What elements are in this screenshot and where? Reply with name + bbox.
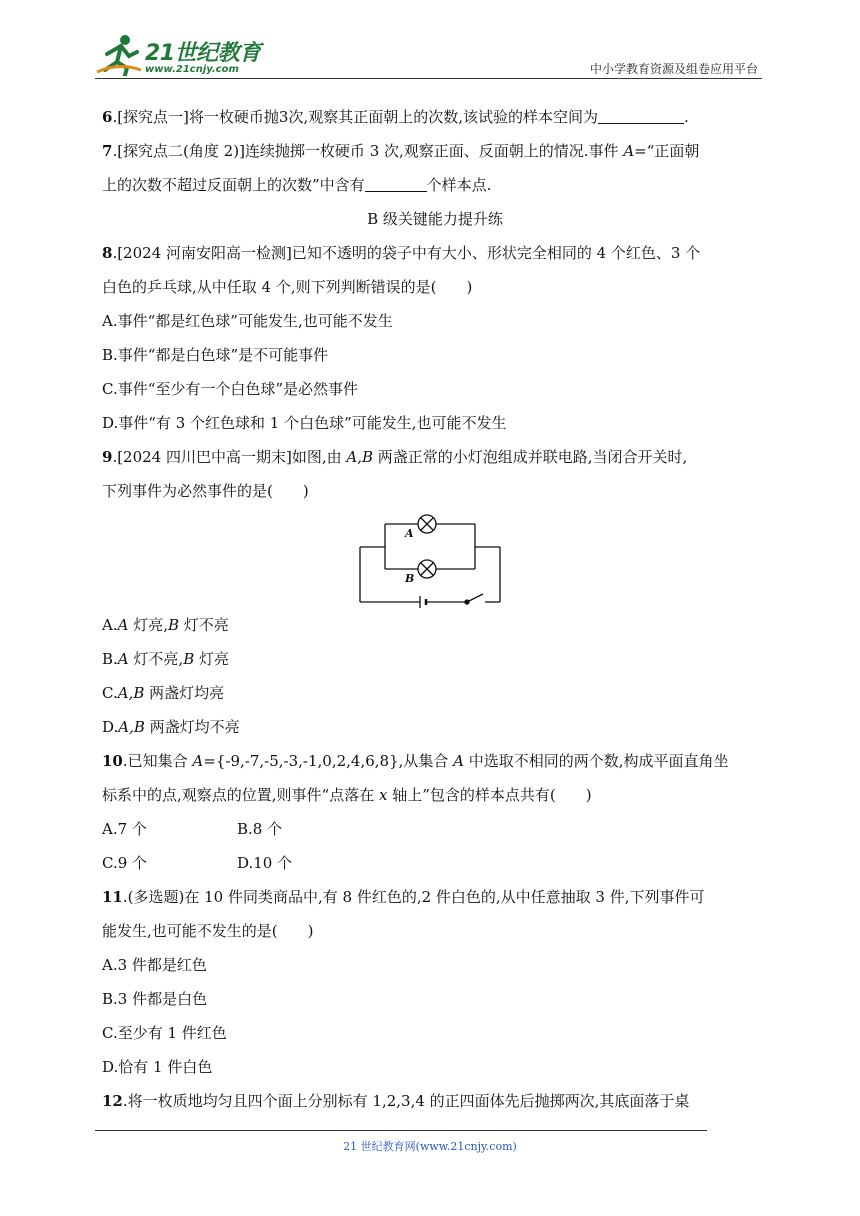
parallel-circuit-diagram xyxy=(357,514,503,608)
question-text: 轴上”包含的样本点共有( ) xyxy=(387,786,592,804)
question-number: 8 xyxy=(102,244,113,262)
option-c[interactable]: C.至少有 1 件红色 xyxy=(102,1024,227,1042)
question-number: 10 xyxy=(102,752,123,770)
question-number: 12 xyxy=(102,1092,123,1110)
question-text: ={-9,-7,-5,-3,-1,0,2,4,6,8},从集合 xyxy=(203,752,454,770)
question-number: 11 xyxy=(102,888,123,906)
lamp-b-label: B xyxy=(405,572,415,585)
question-text: 标系中的点,观察点的位置,则事件“点落在 xyxy=(102,786,379,804)
option-c[interactable]: C.9 个 xyxy=(102,854,148,872)
option-prefix: B. xyxy=(102,650,118,668)
option-d[interactable]: D.事件“有 3 个红色球和 1 个白色球”可能发生,也可能不发生 xyxy=(102,414,507,432)
question-text: =“正面朝 xyxy=(634,142,700,160)
question-text: 个样本点. xyxy=(426,176,492,194)
question-7-line-1 xyxy=(102,134,768,168)
option-a[interactable] xyxy=(102,608,768,642)
option-prefix: C. xyxy=(102,684,118,702)
option-b[interactable]: B.事件“都是白色球”是不可能事件 xyxy=(102,346,329,364)
option-c[interactable] xyxy=(102,676,768,710)
header-divider xyxy=(95,78,762,79)
option-text: 两盏灯均亮 xyxy=(144,684,225,702)
option-b[interactable]: B.8 个 xyxy=(237,820,283,838)
question-number: 7 xyxy=(102,142,113,160)
variable-x: x xyxy=(378,786,388,804)
option-b[interactable]: B.3 件都是白色 xyxy=(102,990,208,1008)
option-b[interactable] xyxy=(102,642,768,676)
question-9-line-2: 下列事件为必然事件的是( ) xyxy=(102,482,309,500)
option-text: 灯不亮, xyxy=(128,650,184,668)
option-var: A xyxy=(117,616,129,634)
option-d[interactable]: D.10 个 xyxy=(237,854,293,872)
question-11-line-2: 能发生,也可能不发生的是( ) xyxy=(102,922,314,940)
option-var: A,B xyxy=(117,684,145,702)
circuit-diagram xyxy=(102,508,768,608)
question-10-line-2 xyxy=(102,778,768,812)
section-title: B 级关键能力提升练 xyxy=(367,210,503,228)
option-prefix: D. xyxy=(102,718,119,736)
question-text: .[探究点一]将一枚硬币抛3次,观察其正面朝上的次数,该试验的样本空间为 xyxy=(112,108,598,126)
option-var: A xyxy=(117,650,129,668)
logo-text: 21世纪教育 xyxy=(145,41,261,66)
lamp-a-label: A xyxy=(405,527,414,540)
question-text: 两盏正常的小灯泡组成并联电路,当闭合开关时, xyxy=(373,448,688,466)
question-6 xyxy=(102,100,768,134)
options-row xyxy=(102,812,768,846)
option-var: B xyxy=(168,616,180,634)
question-text: .[探究点二(角度 2)]连续抛掷一枚硬币 3 次,观察正面、反面朝上的情况.事件 xyxy=(112,142,624,160)
question-text: 上的次数不超过反面朝上的次数”中含有 xyxy=(102,176,365,194)
option-d[interactable]: D.恰有 1 件白色 xyxy=(102,1058,213,1076)
options-row xyxy=(102,846,768,880)
option-text: 两盏灯均不亮 xyxy=(144,718,240,736)
question-8-line-1 xyxy=(102,236,768,270)
question-text-tail: . xyxy=(684,108,689,126)
question-text: .[2024 河南安阳高一检测]已知不透明的袋子中有大小、形状完全相同的 4 个红色、3 个 xyxy=(112,244,701,262)
runner-logo-icon xyxy=(95,32,143,76)
page-header xyxy=(95,28,762,82)
answer-blank[interactable] xyxy=(598,105,684,124)
question-10-line-1 xyxy=(102,744,768,778)
question-number: 6 xyxy=(102,108,113,126)
variable-a: A xyxy=(623,142,635,160)
question-text: .已知集合 xyxy=(122,752,193,770)
question-7-line-2 xyxy=(102,168,768,202)
option-var: B xyxy=(183,650,195,668)
question-text: .(多选题)在 10 件同类商品中,有 8 件红色的,2 件白色的,从中任意抽取 3 件,下列事件可 xyxy=(122,888,705,906)
option-text: 灯亮, xyxy=(128,616,168,634)
answer-blank[interactable] xyxy=(365,173,427,192)
question-text: .[2024 四川巴中高一期末]如图,由 xyxy=(112,448,347,466)
option-d[interactable] xyxy=(102,710,768,744)
question-12-line-1 xyxy=(102,1084,768,1118)
header-platform-title: 中小学教育资源及组卷应用平台 xyxy=(589,62,758,76)
option-a[interactable]: A.事件“都是红色球”可能发生,也可能不发生 xyxy=(102,312,393,330)
footer-link[interactable]: 21 世纪教育网(www.21cnjy.com) xyxy=(343,1140,517,1153)
option-prefix: A. xyxy=(102,616,118,634)
question-text: 中选取不相同的两个数,构成平面直角坐 xyxy=(464,752,729,770)
option-a[interactable]: A.3 件都是红色 xyxy=(102,956,207,974)
option-text: 灯亮 xyxy=(194,650,229,668)
option-a[interactable]: A.7 个 xyxy=(102,820,147,838)
site-logo[interactable] xyxy=(95,32,265,78)
variable-a: A xyxy=(453,752,464,770)
footer-divider xyxy=(95,1130,707,1131)
question-number: 9 xyxy=(102,448,113,466)
logo-url: www.21cnjy.com xyxy=(145,64,239,75)
question-content xyxy=(102,100,768,1118)
question-9-line-1 xyxy=(102,440,768,474)
variable-a: A xyxy=(192,752,204,770)
variables-ab: A,B xyxy=(346,448,374,466)
question-8-line-2: 白色的乒乓球,从中任取 4 个,则下列判断错误的是( ) xyxy=(102,278,473,296)
question-text: .将一枚质地均匀且四个面上分别标有 1,2,3,4 的正四面体先后抛掷两次,其底面落于桌 xyxy=(122,1092,690,1110)
option-c[interactable]: C.事件“至少有一个白色球”是必然事件 xyxy=(102,380,359,398)
option-text: 灯不亮 xyxy=(179,616,229,634)
option-var: A,B xyxy=(118,718,145,736)
question-11-line-1 xyxy=(102,880,768,914)
